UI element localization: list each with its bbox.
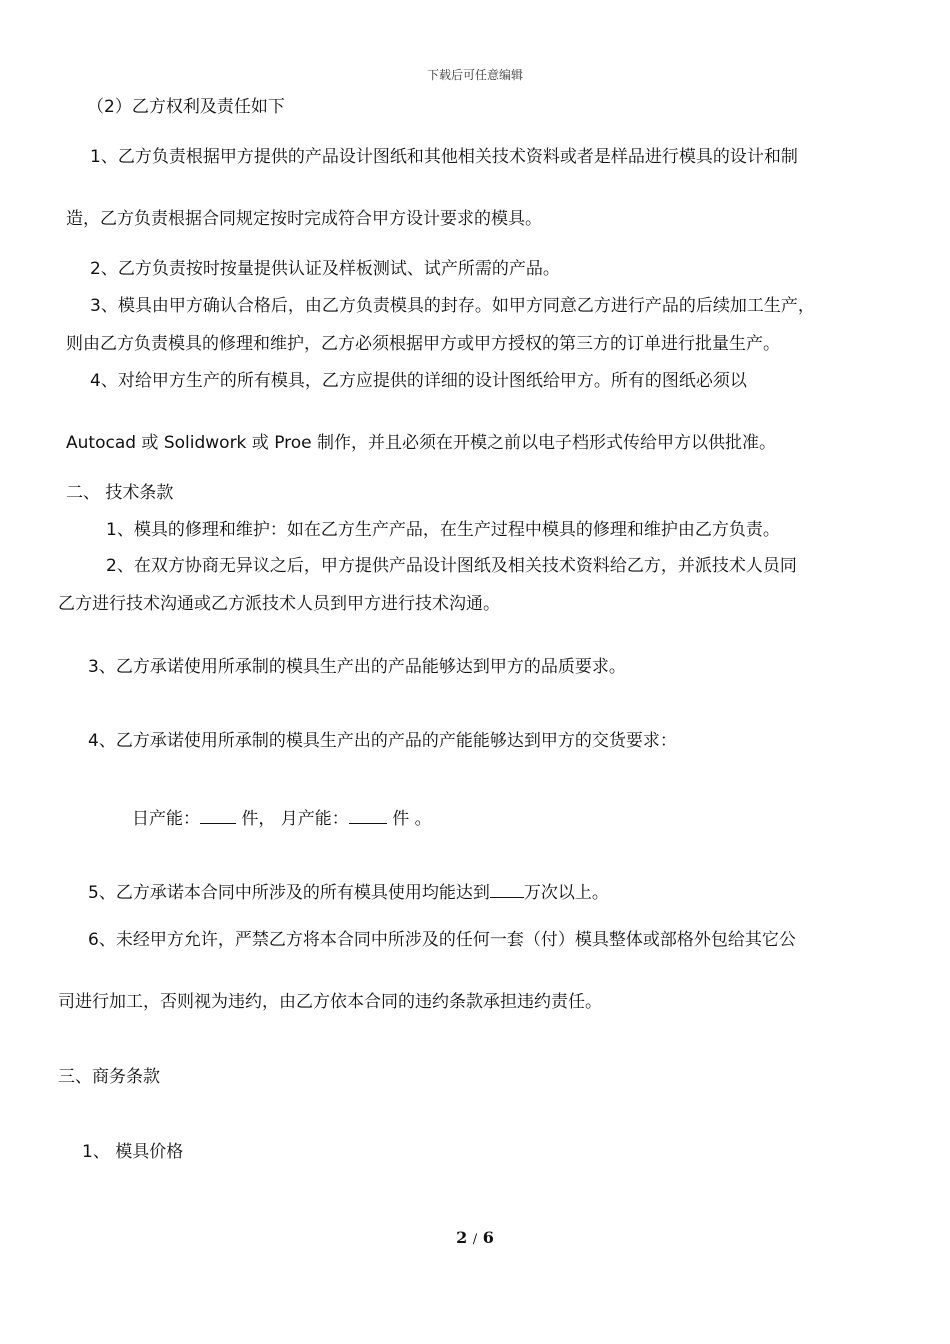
paragraph-line: 则由乙方负责模具的修理和维护，乙方必须根据甲方或甲方授权的第三方的订单进行批量生产。 — [66, 334, 780, 354]
header-note: 下载后可任意编辑 — [426, 68, 523, 82]
daily-capacity-blank — [200, 805, 236, 824]
mold-life-unit: 万次以上。 — [523, 883, 609, 903]
section-title-technical: 二、 技术条款 — [66, 483, 174, 503]
capacity-line — [132, 805, 432, 830]
mold-life-blank — [490, 879, 524, 898]
page-total: 6 — [482, 1228, 494, 1247]
page-number — [0, 1228, 950, 1247]
paragraph-line: 3、乙方承诺使用所承制的模具生产出的产品能够达到甲方的品质要求。 — [88, 657, 626, 677]
paragraph-line: 乙方进行技术沟通或乙方派技术人员到甲方进行技术沟通。 — [58, 594, 500, 614]
page-separator: / — [472, 1232, 478, 1247]
paragraph-line: 司进行加工，否则视为违约，由乙方依本合同的违约条款承担违约责任。 — [58, 992, 602, 1012]
paragraph-line: 1、乙方负责根据甲方提供的产品设计图纸和其他相关技术资料或者是样品进行模具的设计和制 — [90, 147, 798, 167]
subsection-mold-price: 1、 模具价格 — [82, 1142, 184, 1162]
monthly-capacity-label: 件， 月产能： — [241, 809, 349, 829]
mold-life-line — [88, 879, 609, 904]
paragraph-line: 4、对给甲方生产的所有模具，乙方应提供的详细的设计图纸给甲方。所有的图纸必须以 — [90, 371, 747, 391]
paragraph-line: 1、模具的修理和维护：如在乙方生产产品，在生产过程中模具的修理和维护由乙方负责。 — [106, 520, 780, 540]
section-title-commercial: 三、商务条款 — [58, 1067, 160, 1087]
daily-capacity-label: 日产能： — [132, 809, 200, 829]
page-current: 2 — [456, 1228, 468, 1247]
paragraph-line: Autocad 或 Solidwork 或 Proe 制作，并且必须在开模之前以电子档形式传给甲方以供批准。 — [66, 433, 777, 453]
paragraph-line: 6、未经甲方允许，严禁乙方将本合同中所涉及的任何一套（付）模具整体或部格外包给其它公 — [88, 930, 796, 950]
capacity-unit-text: 件 。 — [392, 809, 432, 829]
paragraph-line: 造，乙方负责根据合同规定按时完成符合甲方设计要求的模具。 — [66, 209, 542, 229]
paragraph-line: 4、乙方承诺使用所承制的模具生产出的产品的产能能够达到甲方的交货要求： — [88, 731, 677, 751]
paragraph-line: 3、模具由甲方确认合格后，由乙方负责模具的封存。如甲方同意乙方进行产品的后续加工生产， — [90, 296, 815, 316]
mold-life-text: 5、乙方承诺本合同中所涉及的所有模具使用均能达到 — [88, 883, 490, 903]
paragraph-line: 2、在双方协商无异议之后，甲方提供产品设计图纸及相关技术资料给乙方，并派技术人员同 — [106, 556, 797, 576]
monthly-capacity-blank — [349, 805, 387, 824]
paragraph-line: 2、乙方负责按时按量提供认证及样板测试、试产所需的产品。 — [90, 259, 560, 279]
section-title-party-b: （2）乙方权利及责任如下 — [87, 97, 285, 117]
